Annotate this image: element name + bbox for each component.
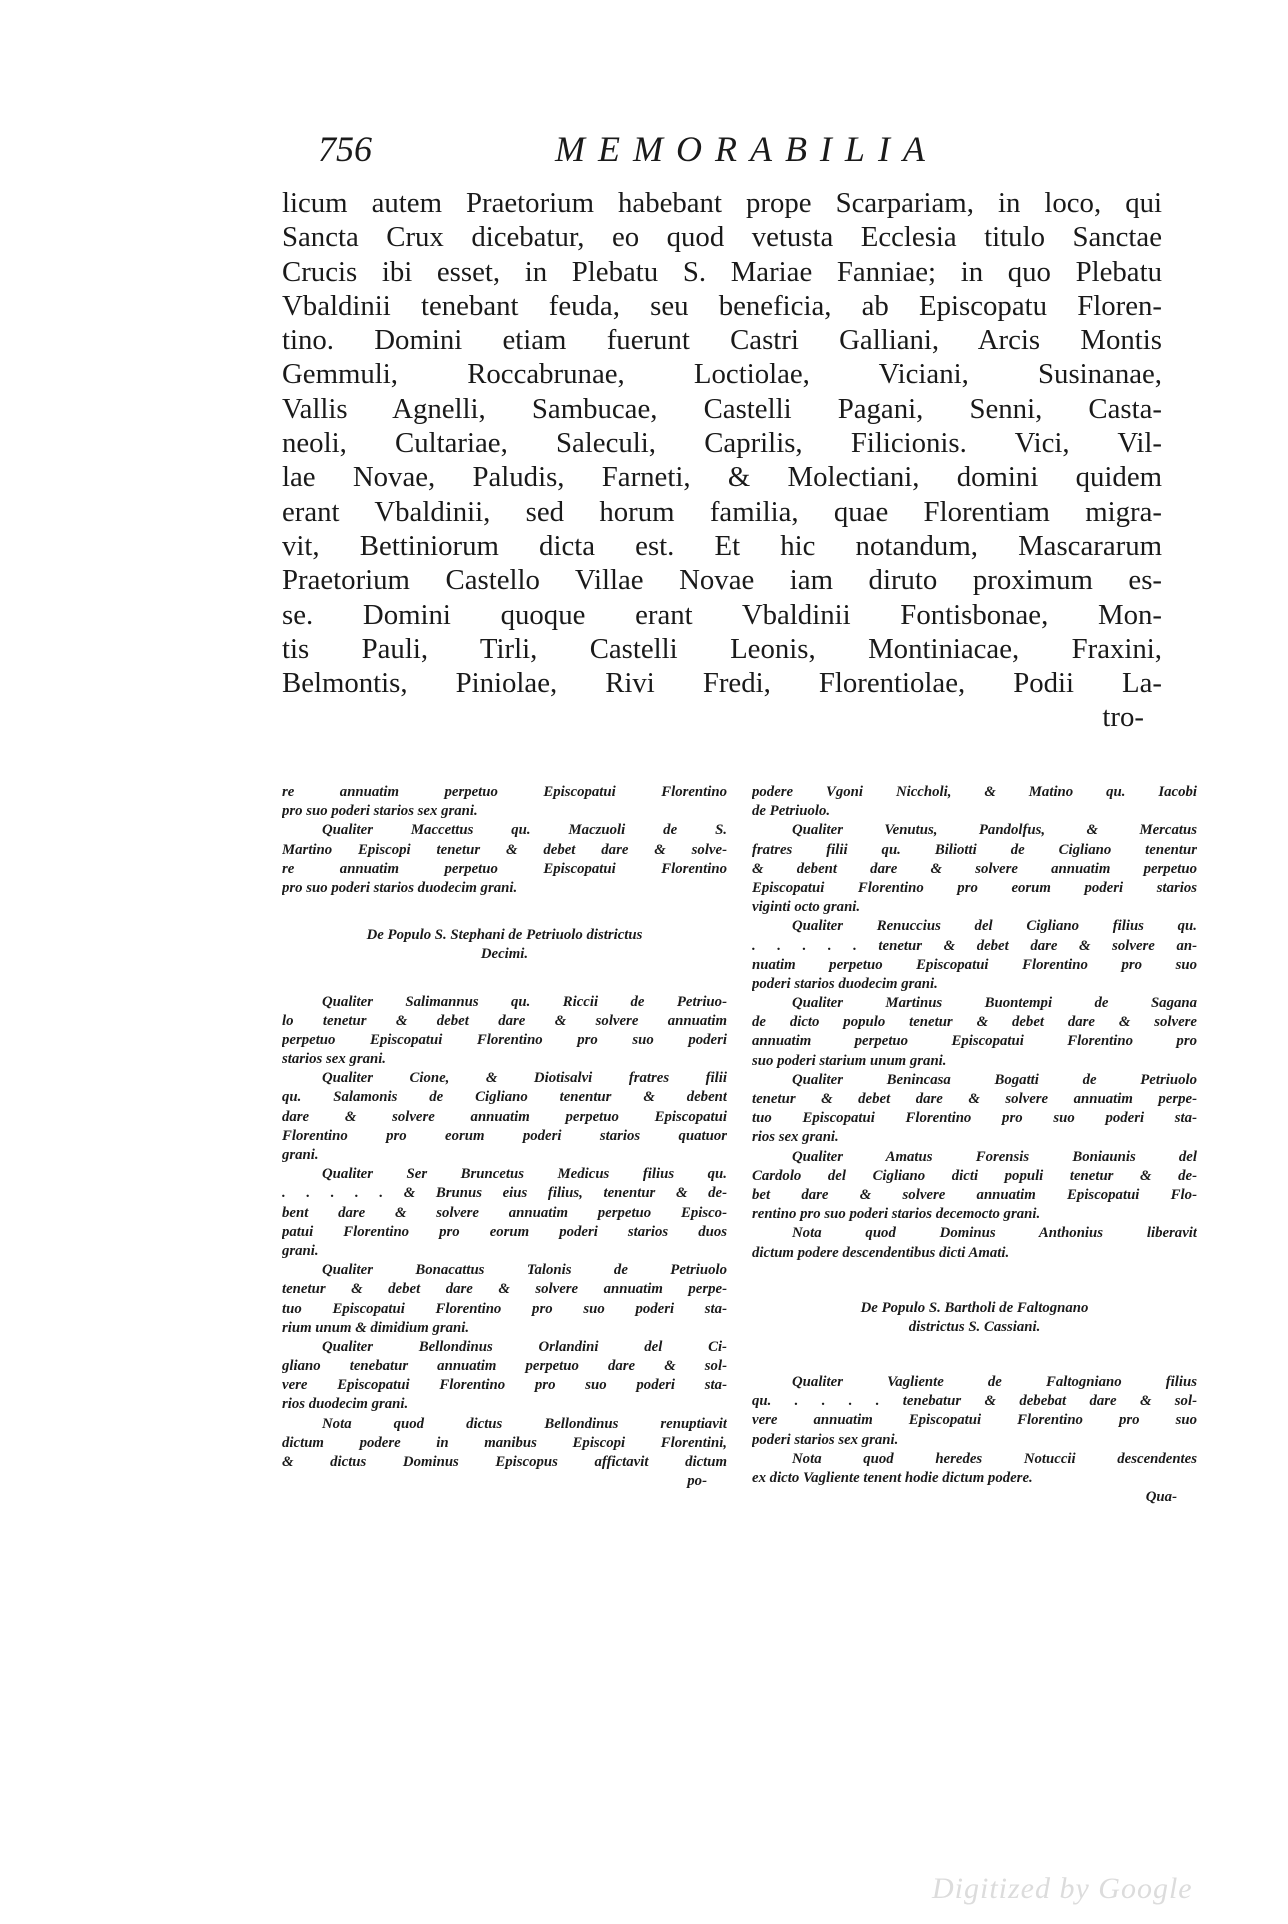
- main-text-line: se. Domini quoque erant Vbaldinii Fontisbonae, Mon-: [282, 598, 1162, 631]
- spacer: [752, 1263, 1197, 1299]
- footnote-line: nuatim perpetuo Episcopatui Florentino pro suo: [752, 956, 1197, 973]
- footnote-line: rentino pro suo poderi starios decemocto grani.: [752, 1206, 1041, 1223]
- footnote-line: Qualiter Bonacattus Talonis de Petriuolo: [322, 1262, 727, 1279]
- footnote-line: tuo Episcopatui Florentino pro suo poderi sta-: [752, 1110, 1197, 1127]
- main-text-line: licum autem Praetorium habebant prope Scarpariam, in loco, qui: [282, 187, 1162, 219]
- footnote-line: patui Florentino pro eorum poderi starios duos: [282, 1223, 727, 1240]
- running-header: [318, 128, 938, 178]
- footnote-line: dare & solvere annuatim perpetuo Episcopatui: [282, 1108, 727, 1125]
- footnote-line: Qualiter Benincasa Bogatti de Petriuolo: [792, 1071, 1197, 1088]
- footnote-line: grani.: [282, 1147, 319, 1163]
- footnote-line: Qualiter Renuccius del Cigliano filius qu.: [792, 918, 1197, 935]
- footnote-line: Qualiter Salimannus qu. Riccii de Petriuo-: [322, 993, 727, 1010]
- footnote-column-right: [752, 783, 1197, 1507]
- main-text-line: tis Pauli, Tirli, Castelli Leonis, Montiniacae, Fraxini,: [282, 632, 1162, 665]
- footnote-line: Florentino pro eorum poderi starios quatuor: [282, 1127, 727, 1144]
- footnote-line: rios duodecim grani.: [282, 1396, 409, 1413]
- footnote-line: annuatim perpetuo Episcopatui Florentino pro: [752, 1033, 1197, 1050]
- footnote-line: Martino Episcopi tenetur & debet dare & solve-: [282, 841, 727, 858]
- main-text-line: Crucis ibi esset, in Plebatu S. Mariae Fanniae; in quo Plebatu: [282, 255, 1162, 288]
- footnote-line: pro suo poderi starios sex grani.: [282, 803, 478, 820]
- footnote-line: lo tenetur & debet dare & solvere annuatim: [282, 1012, 727, 1029]
- page-number: 756: [318, 129, 372, 169]
- footnote-line: vere Episcopatui Florentino pro suo poderi sta-: [282, 1377, 727, 1394]
- footnote-line: bent dare & solvere annuatim perpetuo Episco-: [282, 1204, 727, 1221]
- footnote-line: . . . . . tenetur & debet dare & solvere an-: [752, 937, 1197, 954]
- catchword: tro-: [1102, 701, 1144, 734]
- footnote-line: fratres filii qu. Biliotti de Cigliano tenentur: [752, 841, 1197, 858]
- footnote-line: viginti octo grani.: [752, 899, 861, 916]
- main-text-line: tino. Domini etiam fuerunt Castri Galliani, Arcis Montis: [282, 324, 1162, 357]
- footnote-line: & debent dare & solvere annuatim perpetuo: [752, 860, 1197, 877]
- footnote-line: starios sex grani.: [282, 1051, 387, 1068]
- footnote-line: & dictus Dominus Episcopus affictavit dictum: [282, 1454, 727, 1470]
- main-text-line: neoli, Cultariae, Saleculi, Caprilis, Filicionis. Vici, Vil-: [282, 427, 1162, 460]
- footnote-line: podere Vgoni Niccholi, & Matino qu. Iacobi: [752, 784, 1197, 800]
- footnote-line: qu. Salamonis de Cigliano tenentur & debent: [282, 1089, 727, 1106]
- footnote-line: perpetuo Episcopatui Florentino pro suo poderi: [282, 1031, 727, 1048]
- section-heading: De Populo S. Bartholi de Faltognano: [860, 1299, 1089, 1316]
- footnote-line: qu. . . . . tenebatur & debebat dare & sol-: [752, 1393, 1197, 1410]
- footnote-line: de dicto populo tenetur & debet dare & solvere: [752, 1014, 1197, 1031]
- footnote-line: de Petriuolo.: [752, 803, 831, 820]
- footnote-line: ex dicto Vagliente tenent hodie dictum podere.: [752, 1470, 1033, 1486]
- main-text-line: Belmontis, Piniolae, Rivi Fredi, Florentiolae, Podii La-: [282, 667, 1162, 700]
- footnote-column-left: [282, 783, 727, 1491]
- footnote-line: re annuatim perpetuo Episcopatui Florentino: [282, 860, 727, 877]
- footnote-line: Episcopatui Florentino pro eorum poderi starios: [752, 879, 1197, 896]
- spacer: [752, 1337, 1197, 1373]
- footnote-line: suo poderi starium unum grani.: [752, 1052, 947, 1069]
- footnote-line: Nota quod heredes Notuccii descendentes: [792, 1450, 1197, 1467]
- footnote-line: Nota quod dictus Bellondinus renuptiavit: [322, 1415, 727, 1432]
- main-text-line: vit, Bettiniorum dicta est. Et hic notandum, Mascararum: [282, 529, 1162, 562]
- catchword: po-: [687, 1473, 707, 1490]
- section-heading: districtus S. Cassiani.: [908, 1318, 1041, 1335]
- footnote-line: Qualiter Cione, & Diotisalvi fratres filii: [322, 1070, 727, 1087]
- footnote-line: vere annuatim Episcopatui Florentino pro suo: [752, 1412, 1197, 1429]
- main-text-line: Vallis Agnelli, Sambucae, Castelli Pagani, Senni, Casta-: [282, 392, 1162, 425]
- footnote-line: Qualiter Ser Bruncetus Medicus filius qu.: [322, 1166, 727, 1183]
- section-heading: De Populo S. Stephani de Petriuolo districtus: [366, 927, 643, 944]
- footnote-line: gliano tenebatur annuatim perpetuo dare & sol-: [282, 1358, 727, 1375]
- footnote-line: grani.: [282, 1242, 319, 1259]
- footnote-line: tenetur & debet dare & solvere annuatim perpe-: [752, 1091, 1197, 1107]
- footnote-line: tuo Episcopatui Florentino pro suo poderi sta-: [282, 1300, 727, 1317]
- footnote-line: Qualiter Martinus Buontempi de Sagana: [792, 995, 1197, 1012]
- spacer: [282, 898, 727, 926]
- running-title: MEMORABILIA: [555, 129, 938, 169]
- footnote-line: Nota quod Dominus Anthonius liberavit: [792, 1225, 1197, 1242]
- footnote-line: rios sex grani.: [752, 1129, 839, 1146]
- main-text-line: lae Novae, Paludis, Farneti, & Molectiani, domini quidem: [282, 461, 1162, 494]
- footnote-line: pro suo poderi starios duodecim grani.: [282, 879, 518, 896]
- main-text-block: [282, 186, 1162, 735]
- footnote-line: bet dare & solvere annuatim Episcopatui Flo-: [752, 1186, 1197, 1203]
- main-text-line: Sancta Crux dicebatur, eo quod vetusta Ecclesia titulo Sanctae: [282, 221, 1162, 254]
- footnote-line: dictum podere descendentibus dicti Amati.: [752, 1244, 1010, 1261]
- footnote-line: poderi starios sex grani.: [752, 1431, 899, 1448]
- spacer: [282, 965, 727, 993]
- footnote-line: Qualiter Venutus, Pandolfus, & Mercatus: [792, 822, 1197, 839]
- main-text-line: Gemmuli, Roccabrunae, Loctiolae, Viciani, Susinanae,: [282, 358, 1162, 391]
- footnote-line: Qualiter Bellondinus Orlandini del Ci-: [322, 1338, 727, 1355]
- footnote-line: re annuatim perpetuo Episcopatui Florentino: [282, 784, 727, 800]
- main-text-line: Vbaldinii tenebant feuda, seu beneficia, ab Episcopatu Floren-: [282, 289, 1162, 322]
- footnote-line: poderi starios duodecim grani.: [752, 975, 938, 992]
- main-text-line: Praetorium Castello Villae Novae iam diruto proximum es-: [282, 564, 1162, 597]
- footnote-line: . . . . . & Brunus eius filius, tenentur & de-: [282, 1185, 727, 1202]
- digitization-watermark: Digitized by Google: [932, 1872, 1193, 1905]
- footnote-line: Qualiter Maccettus qu. Maczuoli de S.: [322, 822, 727, 839]
- footnote-line: Qualiter Vagliente de Faltogniano filius: [792, 1374, 1197, 1391]
- footnote-line: Cardolo del Cigliano dicti populi tenetur & de-: [752, 1167, 1197, 1184]
- footnote-line: rium unum & dimidium grani.: [282, 1319, 470, 1336]
- footnote-line: Qualiter Amatus Forensis Boniaunis del: [792, 1148, 1197, 1165]
- section-heading: Decimi.: [480, 946, 529, 963]
- footnote-line: tenetur & debet dare & solvere annuatim perpe-: [282, 1281, 727, 1298]
- main-text-line: erant Vbaldinii, sed horum familia, quae Florentiam migra-: [282, 495, 1162, 528]
- footnote-line: dictum podere in manibus Episcopi Florentini,: [282, 1434, 727, 1451]
- catchword: Qua-: [1145, 1489, 1177, 1506]
